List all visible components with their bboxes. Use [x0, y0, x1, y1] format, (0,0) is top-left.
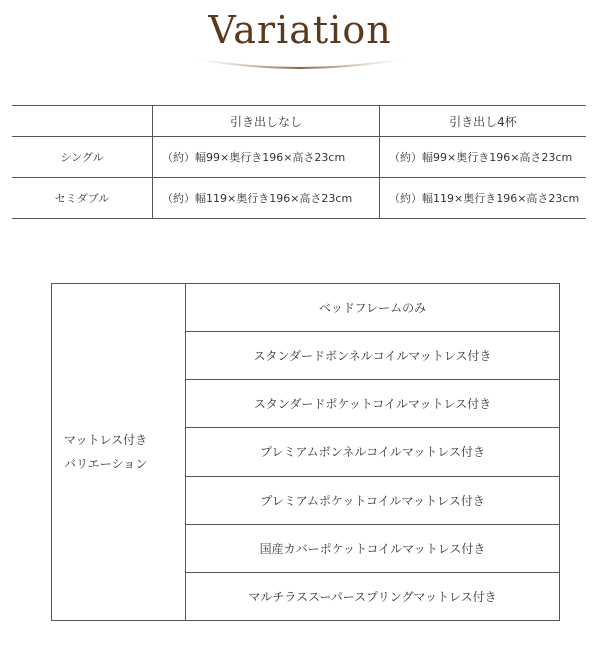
mattress-variations-label-line1: マットレス付き	[64, 433, 148, 447]
variation-item: スタンダードポケットコイルマットレス付き	[186, 380, 559, 428]
size-table-header-no-drawer: 引き出しなし	[153, 106, 380, 137]
page-title: Variation	[208, 8, 392, 52]
variation-item: プレミアムポケットコイルマットレス付き	[186, 477, 559, 525]
size-table	[12, 105, 586, 219]
mattress-variations-label-line2: バリエーション	[64, 457, 148, 471]
size-dimensions: （約）幅99×奥行き196×高さ23cm	[380, 137, 587, 178]
size-table-header-row	[12, 106, 586, 137]
mattress-variations-table	[51, 283, 560, 621]
size-label: シングル	[12, 137, 153, 178]
size-label: セミダブル	[12, 178, 153, 219]
title-underline-swoosh	[195, 55, 405, 77]
size-dimensions: （約）幅119×奥行き196×高さ23cm	[153, 178, 380, 219]
variation-item: プレミアムボンネルコイルマットレス付き	[186, 428, 559, 476]
size-table-row	[12, 137, 586, 178]
variation-item: 国産カバーポケットコイルマットレス付き	[186, 525, 559, 573]
variation-item: スタンダードボンネルコイルマットレス付き	[186, 332, 559, 380]
size-table-header-four-drawers: 引き出し4杯	[380, 106, 587, 137]
size-dimensions: （約）幅119×奥行き196×高さ23cm	[380, 178, 587, 219]
mattress-variations-list	[186, 284, 559, 620]
mattress-variations-label	[52, 284, 186, 620]
variation-item: ベッドフレームのみ	[186, 284, 559, 332]
size-table-row	[12, 178, 586, 219]
size-dimensions: （約）幅99×奥行き196×高さ23cm	[153, 137, 380, 178]
variation-item: マルチラススーパースプリングマットレス付き	[248, 589, 497, 604]
size-table-header-empty	[12, 106, 153, 137]
